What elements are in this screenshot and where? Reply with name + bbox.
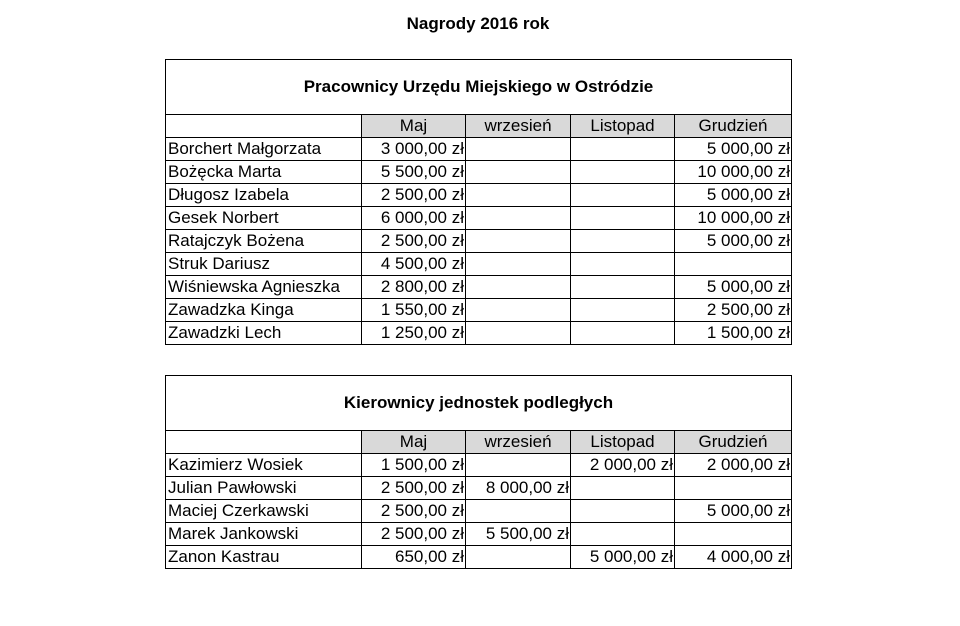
person-name-cell: Zawadzki Lech xyxy=(166,322,362,345)
table-row xyxy=(166,477,792,500)
award-amount-cell xyxy=(466,276,571,299)
person-name-cell: Kazimierz Wosiek xyxy=(166,454,362,477)
header-blank-cell xyxy=(166,431,362,454)
award-amount-cell: 6 000,00 zł xyxy=(362,207,466,230)
award-amount-cell: 5 000,00 zł xyxy=(571,546,675,569)
table-row xyxy=(166,454,792,477)
table-row xyxy=(166,523,792,546)
table-title: Pracownicy Urzędu Miejskiego w Ostródzie xyxy=(166,60,792,115)
award-amount-cell xyxy=(466,546,571,569)
person-name-cell: Ratajczyk Bożena xyxy=(166,230,362,253)
person-name-cell: Długosz Izabela xyxy=(166,184,362,207)
column-header: wrzesień xyxy=(466,115,571,138)
award-amount-cell xyxy=(571,184,675,207)
person-name-cell: Maciej Czerkawski xyxy=(166,500,362,523)
column-header: Listopad xyxy=(571,115,675,138)
award-amount-cell: 5 000,00 zł xyxy=(675,230,792,253)
person-name-cell: Struk Dariusz xyxy=(166,253,362,276)
person-name-cell: Gesek Norbert xyxy=(166,207,362,230)
award-amount-cell: 1 250,00 zł xyxy=(362,322,466,345)
table-row xyxy=(166,500,792,523)
award-amount-cell: 5 000,00 zł xyxy=(675,500,792,523)
award-amount-cell xyxy=(466,230,571,253)
column-header: Listopad xyxy=(571,431,675,454)
award-amount-cell: 650,00 zł xyxy=(362,546,466,569)
award-amount-cell xyxy=(571,322,675,345)
person-name-cell: Zawadzka Kinga xyxy=(166,299,362,322)
column-header: Grudzień xyxy=(675,431,792,454)
award-amount-cell xyxy=(466,253,571,276)
award-amount-cell xyxy=(571,253,675,276)
person-name-cell: Marek Jankowski xyxy=(166,523,362,546)
award-amount-cell: 2 500,00 zł xyxy=(362,500,466,523)
column-header: wrzesień xyxy=(466,431,571,454)
award-amount-cell xyxy=(675,523,792,546)
award-amount-cell: 2 500,00 zł xyxy=(362,230,466,253)
award-amount-cell: 5 000,00 zł xyxy=(675,276,792,299)
award-amount-cell xyxy=(466,138,571,161)
award-amount-cell: 10 000,00 zł xyxy=(675,161,792,184)
award-amount-cell: 8 000,00 zł xyxy=(466,477,571,500)
award-amount-cell xyxy=(571,230,675,253)
table-row xyxy=(166,276,792,299)
award-amount-cell xyxy=(466,207,571,230)
award-amount-cell: 2 500,00 zł xyxy=(362,523,466,546)
award-amount-cell: 5 000,00 zł xyxy=(675,138,792,161)
award-amount-cell: 2 800,00 zł xyxy=(362,276,466,299)
table-row xyxy=(166,184,792,207)
award-amount-cell: 5 000,00 zł xyxy=(675,184,792,207)
award-amount-cell xyxy=(571,523,675,546)
award-amount-cell: 1 550,00 zł xyxy=(362,299,466,322)
person-name-cell: Julian Pawłowski xyxy=(166,477,362,500)
award-amount-cell xyxy=(466,184,571,207)
table-row xyxy=(166,230,792,253)
table-row xyxy=(166,207,792,230)
award-amount-cell xyxy=(571,276,675,299)
column-header-row xyxy=(166,431,792,454)
table-row xyxy=(166,546,792,569)
person-name-cell: Bożęcka Marta xyxy=(166,161,362,184)
award-amount-cell: 4 500,00 zł xyxy=(362,253,466,276)
award-amount-cell xyxy=(571,299,675,322)
table-title: Kierownicy jednostek podległych xyxy=(166,376,792,431)
award-amount-cell xyxy=(466,161,571,184)
award-amount-cell xyxy=(571,138,675,161)
column-header-row xyxy=(166,115,792,138)
award-amount-cell: 2 000,00 zł xyxy=(675,454,792,477)
award-amount-cell xyxy=(571,207,675,230)
table-row xyxy=(166,161,792,184)
award-amount-cell: 5 500,00 zł xyxy=(362,161,466,184)
award-amount-cell: 10 000,00 zł xyxy=(675,207,792,230)
table-row xyxy=(166,322,792,345)
award-amount-cell xyxy=(466,322,571,345)
award-amount-cell xyxy=(571,500,675,523)
award-amount-cell: 3 000,00 zł xyxy=(362,138,466,161)
award-amount-cell: 2 000,00 zł xyxy=(571,454,675,477)
unit-managers-awards-table xyxy=(165,375,792,569)
column-header: Maj xyxy=(362,115,466,138)
award-amount-cell xyxy=(571,477,675,500)
award-amount-cell: 1 500,00 zł xyxy=(675,322,792,345)
column-header: Grudzień xyxy=(675,115,792,138)
award-amount-cell: 5 500,00 zł xyxy=(466,523,571,546)
award-amount-cell xyxy=(466,454,571,477)
employees-awards-table xyxy=(165,59,792,345)
award-amount-cell xyxy=(571,161,675,184)
award-amount-cell xyxy=(675,477,792,500)
person-name-cell: Wiśniewska Agnieszka xyxy=(166,276,362,299)
award-amount-cell: 2 500,00 zł xyxy=(362,477,466,500)
table-title-row xyxy=(166,60,792,115)
table-row xyxy=(166,138,792,161)
award-amount-cell xyxy=(675,253,792,276)
award-amount-cell: 4 000,00 zł xyxy=(675,546,792,569)
award-amount-cell: 2 500,00 zł xyxy=(362,184,466,207)
award-amount-cell xyxy=(466,500,571,523)
table-row xyxy=(166,253,792,276)
person-name-cell: Zanon Kastrau xyxy=(166,546,362,569)
award-amount-cell: 2 500,00 zł xyxy=(675,299,792,322)
header-blank-cell xyxy=(166,115,362,138)
award-amount-cell xyxy=(466,299,571,322)
page-title: Nagrody 2016 rok xyxy=(406,14,550,33)
table-title-row xyxy=(166,376,792,431)
person-name-cell: Borchert Małgorzata xyxy=(166,138,362,161)
column-header: Maj xyxy=(362,431,466,454)
award-amount-cell: 1 500,00 zł xyxy=(362,454,466,477)
table-row xyxy=(166,299,792,322)
